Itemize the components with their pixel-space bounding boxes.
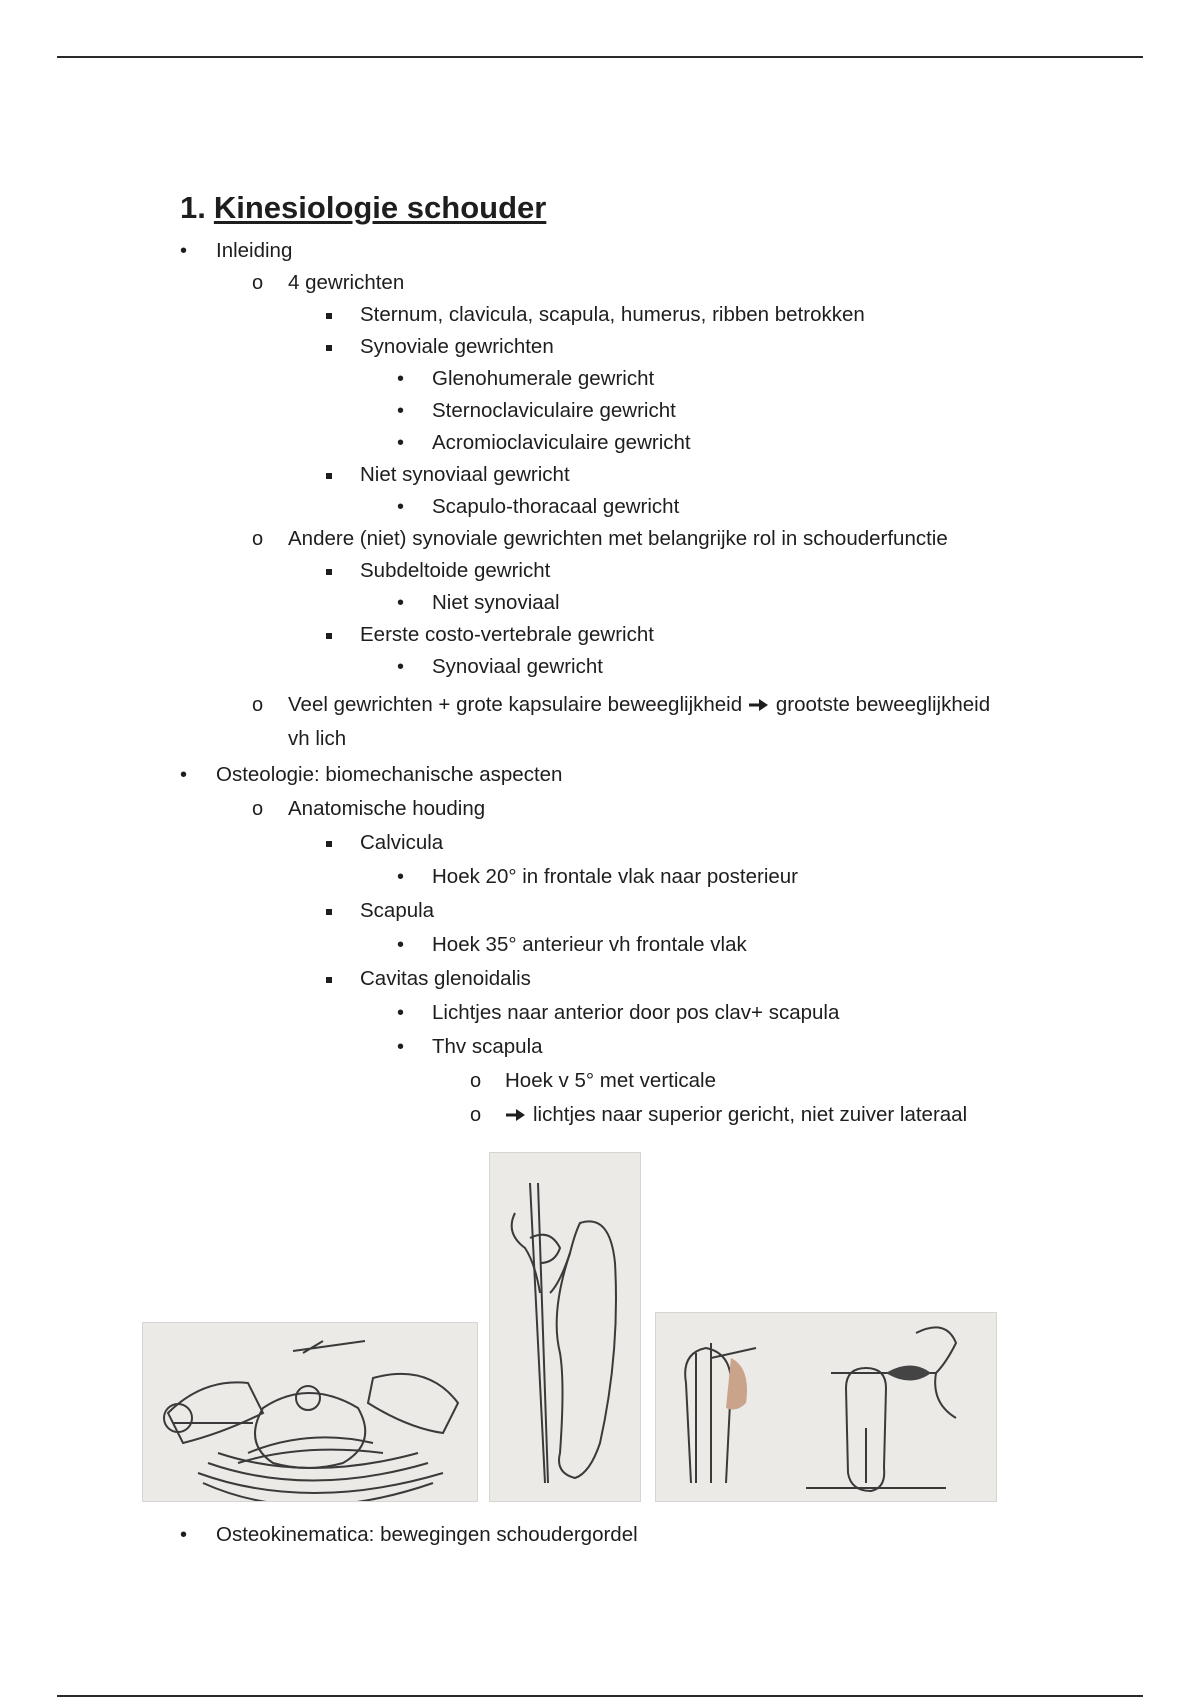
list-item <box>288 692 990 718</box>
bullet-dot <box>180 762 187 788</box>
list-item: Hoek 20° in frontale vlak naar posterieur <box>432 865 799 888</box>
heading-title: Kinesiologie schouder <box>213 190 547 225</box>
bullet-square <box>326 473 332 479</box>
bullet-dot <box>180 238 187 264</box>
list-item: Anatomische houding <box>288 797 486 820</box>
scapula-lateral-view-image <box>489 1152 641 1502</box>
list-item: Subdeltoide gewricht <box>360 559 551 582</box>
list-item: Lichtjes naar anterior door pos clav+ scapula <box>432 1001 840 1024</box>
bullet-circle <box>252 692 263 718</box>
bullet-circle <box>470 1068 481 1094</box>
list-item: Scapula <box>360 899 435 922</box>
list-item: Acromioclaviculaire gewricht <box>432 431 691 454</box>
list-item: 4 gewrichten <box>288 271 405 294</box>
bullet-dot <box>397 654 404 680</box>
list-item: Cavitas glenoidalis <box>360 967 531 990</box>
bullet-square <box>326 977 332 983</box>
section-heading <box>180 190 546 226</box>
list-item: Hoek v 5° met verticale <box>505 1069 716 1092</box>
shoulder-girdle-top-view-image <box>142 1322 478 1502</box>
list-item: Eerste costo-vertebrale gewricht <box>360 623 654 646</box>
bullet-square <box>326 633 332 639</box>
bullet-square <box>326 841 332 847</box>
bullet-circle <box>252 796 263 822</box>
list-item: Osteokinematica: bewegingen schoudergordel <box>216 1523 638 1546</box>
bullet-dot <box>397 932 404 958</box>
bullet-dot <box>180 1522 187 1548</box>
glenoid-orientation-image <box>655 1312 997 1502</box>
bullet-square <box>326 345 332 351</box>
list-item-text: Veel gewrichten + grote kapsulaire beweeglijkheid <box>288 693 743 716</box>
bullet-dot <box>397 1000 404 1026</box>
list-item-text: lichtjes naar superior gericht, niet zuiver lateraal <box>533 1103 968 1126</box>
list-item-text: grootste beweeglijkheid <box>775 693 991 716</box>
bullet-circle <box>252 526 263 552</box>
list-item: Osteologie: biomechanische aspecten <box>216 763 563 786</box>
bullet-circle <box>470 1102 481 1128</box>
bullet-square <box>326 909 332 915</box>
bullet-circle <box>252 270 263 296</box>
list-item: Sternoclaviculaire gewricht <box>432 399 676 422</box>
list-item: Hoek 35° anterieur vh frontale vlak <box>432 933 747 956</box>
bullet-dot <box>397 366 404 392</box>
list-item: Synoviale gewrichten <box>360 335 554 358</box>
bullet-dot <box>397 590 404 616</box>
heading-number: 1. <box>180 190 206 225</box>
bullet-dot <box>397 494 404 520</box>
arrow-right-icon <box>748 698 770 712</box>
list-item <box>505 1102 967 1128</box>
bullet-dot <box>397 398 404 424</box>
list-item: Calvicula <box>360 831 444 854</box>
bullet-dot <box>397 1034 404 1060</box>
arrow-right-icon <box>505 1108 527 1122</box>
list-item-continuation: vh lich <box>288 727 347 750</box>
list-item: Niet synoviaal gewricht <box>360 463 570 486</box>
list-item: Scapulo-thoracaal gewricht <box>432 495 680 518</box>
footer-rule <box>57 1695 1143 1697</box>
list-item: Glenohumerale gewricht <box>432 367 655 390</box>
list-item: Synoviaal gewricht <box>432 655 603 678</box>
bullet-square <box>326 313 332 319</box>
list-item: Sternum, clavicula, scapula, humerus, ribben betrokken <box>360 303 865 326</box>
bullet-square <box>326 569 332 575</box>
list-item: Thv scapula <box>432 1035 543 1058</box>
header-rule <box>57 56 1143 58</box>
list-item: Andere (niet) synoviale gewrichten met belangrijke rol in schouderfunctie <box>288 527 948 550</box>
list-item: Niet synoviaal <box>432 591 560 614</box>
bullet-dot <box>397 864 404 890</box>
list-item: Inleiding <box>216 239 293 262</box>
bullet-dot <box>397 430 404 456</box>
